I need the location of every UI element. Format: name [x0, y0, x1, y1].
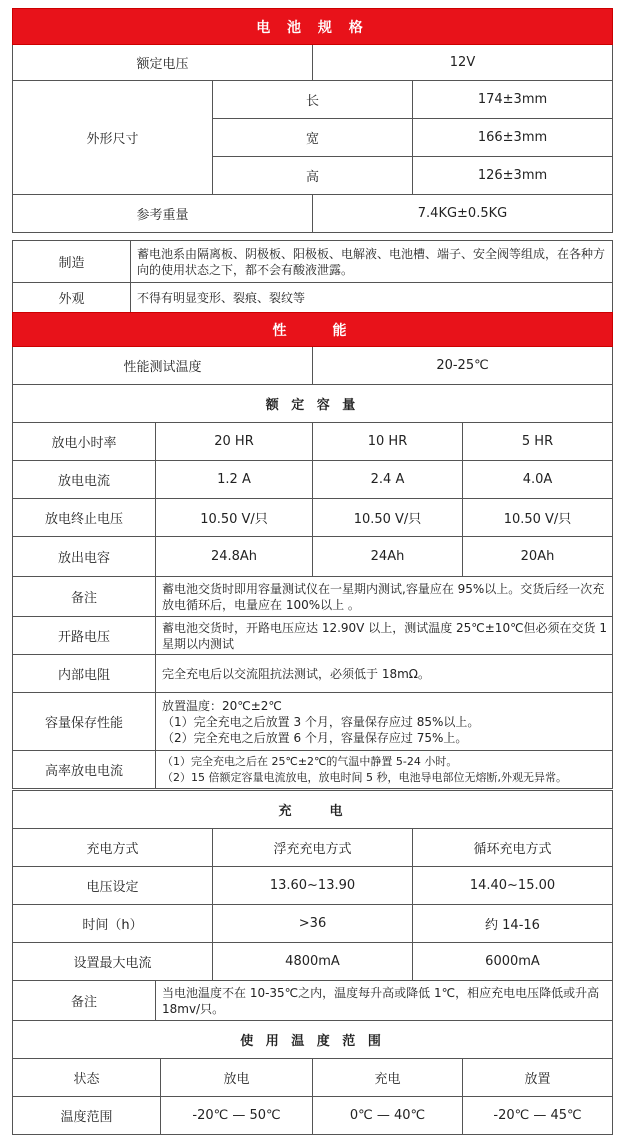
length-label: 长	[213, 81, 413, 119]
range-cell: 0℃ — 40℃	[313, 1097, 463, 1135]
make-table	[12, 240, 613, 313]
note-value: 蓄电池交货时即用容量测试仪在一星期内测试,容量应在 95%以上。交货后经一次充放电循环后，电量应在 100%以上 。	[156, 577, 613, 617]
cycle-mode-label: 循环充电方式	[413, 829, 613, 867]
float-mode-label: 浮充充电方式	[213, 829, 413, 867]
charge-note-table	[12, 980, 613, 1021]
capacity-title: 额 定 容 量	[13, 385, 613, 423]
charge-table	[12, 790, 613, 981]
state-cell: 放置	[463, 1059, 613, 1097]
test-temp-label: 性能测试温度	[13, 347, 313, 385]
float-voltage: 13.60~13.90	[213, 867, 413, 905]
time-label: 时间（h）	[13, 905, 213, 943]
rated-voltage-value: 12V	[313, 45, 613, 81]
state-cell: 充电	[313, 1059, 463, 1097]
charge-mode-label: 充电方式	[13, 829, 213, 867]
rate-label: 放电小时率	[13, 423, 156, 461]
current-cell: 2.4 A	[313, 461, 463, 499]
dims-label: 外形尺寸	[13, 81, 213, 195]
charge-note-label: 备注	[13, 981, 156, 1021]
appearance-value: 不得有明显变形、裂痕、裂纹等	[131, 283, 613, 313]
rate-cell: 20 HR	[156, 423, 313, 461]
temp-title: 使 用 温 度 范 围	[13, 1021, 613, 1059]
weight-label: 参考重量	[13, 195, 313, 233]
capacity-cell: 24Ah	[313, 537, 463, 577]
end-voltage-cell: 10.50 V/只	[313, 499, 463, 537]
end-voltage-label: 放电终止电压	[13, 499, 156, 537]
charge-note-value: 当电池温度不在 10-35℃之内，温度每升高或降低 1℃，相应充电电压降低或升高 18mv/只。	[156, 981, 613, 1021]
capacity-table	[12, 422, 613, 577]
height-label: 高	[213, 157, 413, 195]
state-cell: 放电	[161, 1059, 313, 1097]
charge-title: 充 电	[13, 791, 613, 829]
perf-notes-table	[12, 576, 613, 789]
length-value: 174±3mm	[413, 81, 613, 119]
retention-line: （2）完全充电之后放置 6 个月，容量保存应过 75%上。	[162, 730, 468, 745]
state-label: 状态	[13, 1059, 161, 1097]
current-cell: 1.2 A	[156, 461, 313, 499]
rated-voltage-label: 额定电压	[13, 45, 313, 81]
note-label: 备注	[13, 577, 156, 617]
retention-line: 放置温度：20℃±2℃	[162, 698, 282, 713]
rate-cell: 10 HR	[313, 423, 463, 461]
high-rate-line: （2）15 倍额定容量电流放电，放电时间 5 秒，电池导电部位无熔断,外观无异常。	[162, 770, 567, 784]
range-label: 温度范围	[13, 1097, 161, 1135]
high-rate-line: （1）完全充电之后在 25℃±2℃的气温中静置 5-24 小时。	[162, 754, 458, 768]
voltage-setting-label: 电压设定	[13, 867, 213, 905]
capacity-cell: 24.8Ah	[156, 537, 313, 577]
current-label: 放电电流	[13, 461, 156, 499]
end-voltage-cell: 10.50 V/只	[156, 499, 313, 537]
spec-table	[12, 8, 613, 233]
make-value: 蓄电池系由隔离板、阴极板、阳极板、电解液、电池槽、端子、安全阀等组成，在各种方向的使用状态之下，都不会有酸液泄露。	[131, 241, 613, 283]
ir-value: 完全充电后以交流阻抗法测试，必须低于 18mΩ。	[156, 655, 613, 693]
width-value: 166±3mm	[413, 119, 613, 157]
retention-line: （1）完全充电之后放置 3 个月，容量保存应过 85%以上。	[162, 714, 480, 729]
ir-label: 内部电阻	[13, 655, 156, 693]
test-temp-value: 20-25℃	[313, 347, 613, 385]
retention-value	[156, 693, 613, 751]
ocv-label: 开路电压	[13, 617, 156, 655]
ocv-value: 蓄电池交货时，开路电压应达 12.90V 以上，测试温度 25℃±10℃但必须在交货 1 星期以内测试	[156, 617, 613, 655]
capacity-cell: 20Ah	[463, 537, 613, 577]
make-label: 制造	[13, 241, 131, 283]
current-cell: 4.0A	[463, 461, 613, 499]
retention-label: 容量保存性能	[13, 693, 156, 751]
range-cell: -20℃ — 50℃	[161, 1097, 313, 1135]
high-rate-value	[156, 751, 613, 789]
high-rate-label: 高率放电电流	[13, 751, 156, 789]
cycle-time: 约 14-16	[413, 905, 613, 943]
capacity-label: 放出电容	[13, 537, 156, 577]
float-max-current: 4800mA	[213, 943, 413, 981]
appearance-label: 外观	[13, 283, 131, 313]
temp-table	[12, 1020, 613, 1135]
max-current-label: 设置最大电流	[13, 943, 213, 981]
cycle-voltage: 14.40~15.00	[413, 867, 613, 905]
end-voltage-cell: 10.50 V/只	[463, 499, 613, 537]
cycle-max-current: 6000mA	[413, 943, 613, 981]
width-label: 宽	[213, 119, 413, 157]
range-cell: -20℃ — 45℃	[463, 1097, 613, 1135]
weight-value: 7.4KG±0.5KG	[313, 195, 613, 233]
perf-title: 性 能	[13, 313, 613, 347]
float-time: >36	[213, 905, 413, 943]
rate-cell: 5 HR	[463, 423, 613, 461]
spec-title: 电 池 规 格	[13, 9, 613, 45]
height-value: 126±3mm	[413, 157, 613, 195]
perf-head-table	[12, 312, 613, 423]
